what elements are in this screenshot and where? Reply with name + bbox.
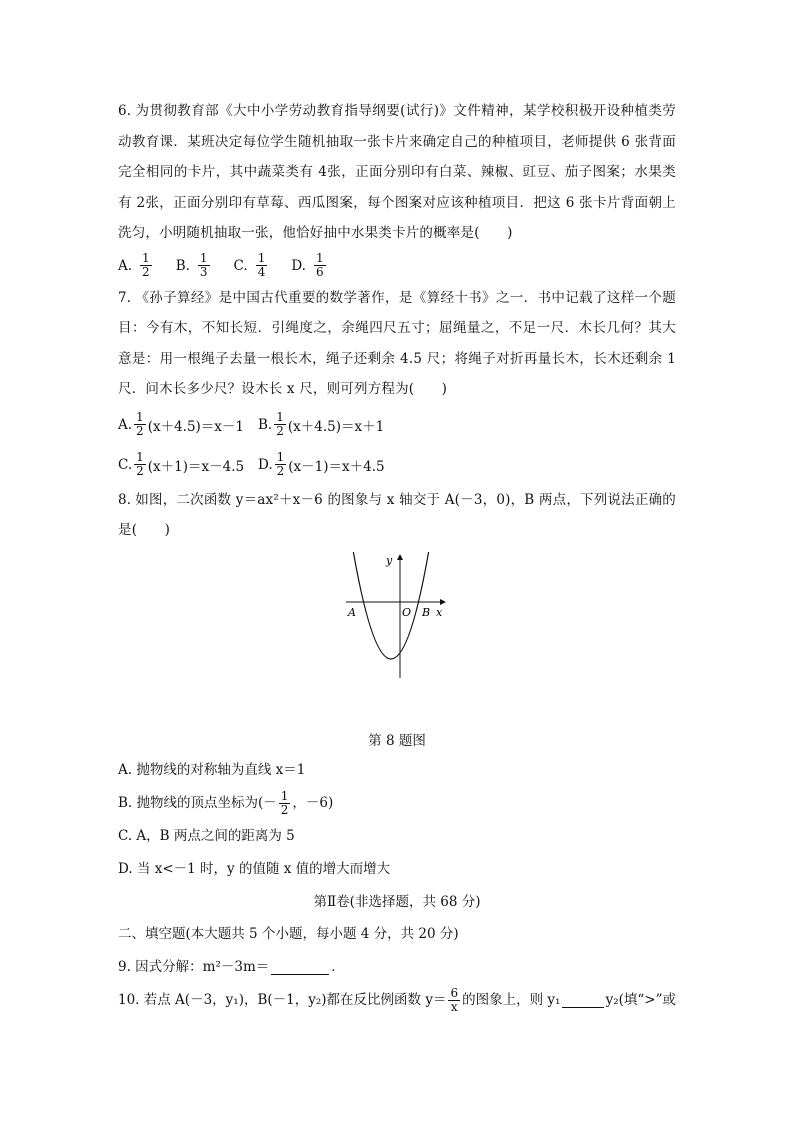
question-7-number: 7.	[118, 289, 132, 306]
exam-page	[118, 96, 676, 1017]
fraction: $\frac{6}{x}$	[450, 985, 459, 1014]
question-8-text: 如图，二次函数 y＝ax²＋x－6 的图象与 x 轴交于 A(－3，0)，B 两点，下列说法正确的是( )	[118, 491, 676, 538]
fraction: $\frac{1}{4}$	[257, 251, 266, 279]
question-7-options-row-1	[118, 405, 676, 445]
figure-caption: 第 8 题图	[368, 732, 426, 749]
fraction: $\frac{1}{3}$	[199, 251, 208, 279]
q6-option-d[interactable]: D. $\frac{1}{6}$	[291, 251, 324, 279]
y-axis-label: y	[386, 553, 393, 567]
parabola-graph	[344, 552, 454, 682]
question-9: 9. 因式分解：m²－3m＝ ．	[118, 958, 345, 975]
origin-label: O	[402, 605, 412, 619]
q6-option-c[interactable]: C. $\frac{1}{4}$	[233, 251, 266, 279]
fraction: $\frac{1}{2}$	[136, 410, 144, 438]
point-a-label: A	[348, 605, 356, 619]
section-heading: 二、填空题(本大题共 5 个小题，每小题 4 分，共 20 分)	[118, 925, 459, 942]
question-6-number: 6.	[118, 103, 132, 119]
q6-option-a[interactable]: A. $\frac{1}{2}$	[118, 251, 150, 279]
question-7-text: 《孙子算经》是中国古代重要的数学著作，是《算经十书》之一．书中记载了这样一个题目：今有木，不知长短．引绳度之，余绳四尺五寸；屈绳量之，不足一尺．木长几何？其大意是：用一根绳子去量一根长木，绳子还剩余 4.5 尺；将绳子对折再量长木，长木还剩余 1 尺．问木长多少尺？设木长 x 尺，则可列方程为( )	[118, 289, 676, 397]
q7-option-d[interactable]: D. $\frac{1}{2}$ (x－1)＝x＋4.5	[258, 450, 385, 478]
x-axis-arrow	[440, 599, 446, 605]
question-6-text: 为贯彻教育部《大中小学劳动教育指导纲要(试行)》文件精神，某学校积极开设种植类劳动教育课．某班决定每位学生随机抽取一张卡片来确定自己的种植项目，老师提供 6 张背面完全相同的卡片，其中蔬菜类有 4张，正面分别印有白菜、辣椒、豇豆、茄子图案；水果类有 2张，正面分别印有草莓、西瓜图案，每个图案对应该种植项目．把这 6 张卡片背面朝上洗匀，小明随机抽取一张，他恰好抽中水果类卡片的概率是( )	[118, 103, 676, 241]
point-b-label: B	[422, 605, 431, 619]
question-6	[118, 96, 676, 249]
question-7-options-row-2	[118, 445, 676, 485]
fraction: $\frac{1}{2}$	[276, 450, 285, 478]
q8-option-b[interactable]: B. 抛物线的顶点坐标为(－ $\frac{1}{2}$ ，－6)	[118, 788, 334, 817]
part-2-heading: 第Ⅱ卷(非选择题，共 68 分)	[313, 893, 481, 910]
q8-option-c[interactable]: C. A，B 两点之间的距离为 5	[118, 827, 295, 844]
fraction: $\frac{1}{2}$	[142, 251, 150, 279]
parabola-figure	[118, 546, 676, 726]
question-8	[118, 485, 676, 546]
q7-option-c[interactable]: C. $\frac{1}{2}$ (x＋1)＝x－4.5	[118, 450, 245, 478]
question-7	[118, 283, 676, 405]
x-axis-label: x	[436, 605, 443, 619]
fraction: $\frac{1}{2}$	[136, 450, 144, 478]
y-axis-arrow	[397, 554, 403, 560]
q8-option-d[interactable]: D. 当 x<－1 时，y 的值随 x 值的增大而增大	[118, 860, 391, 877]
answer-blank[interactable]	[562, 993, 603, 1008]
fraction: $\frac{1}{6}$	[315, 251, 324, 279]
q6-option-b[interactable]: B. $\frac{1}{3}$	[175, 251, 208, 279]
question-8-number: 8.	[118, 491, 132, 508]
question-10: 10. 若点 A(－3，y₁)，B(－1，y₂)都在反比例函数 y＝ $\frac{6}{x}$ 的图象上，则 y₁ y₂(填“>”或	[118, 985, 676, 1014]
q8-option-a[interactable]: A. 抛物线的对称轴为直线 x＝1	[118, 761, 306, 778]
q7-option-b[interactable]: B. $\frac{1}{2}$ (x＋4.5)＝x＋1	[258, 410, 385, 438]
question-6-options	[118, 249, 676, 283]
fraction: $\frac{1}{2}$	[280, 788, 289, 817]
fraction: $\frac{1}{2}$	[276, 410, 284, 438]
answer-blank[interactable]	[271, 960, 329, 975]
parabola-curve	[352, 552, 430, 659]
q7-option-a[interactable]: A. $\frac{1}{2}$ (x＋4.5)＝x－1	[118, 410, 245, 438]
